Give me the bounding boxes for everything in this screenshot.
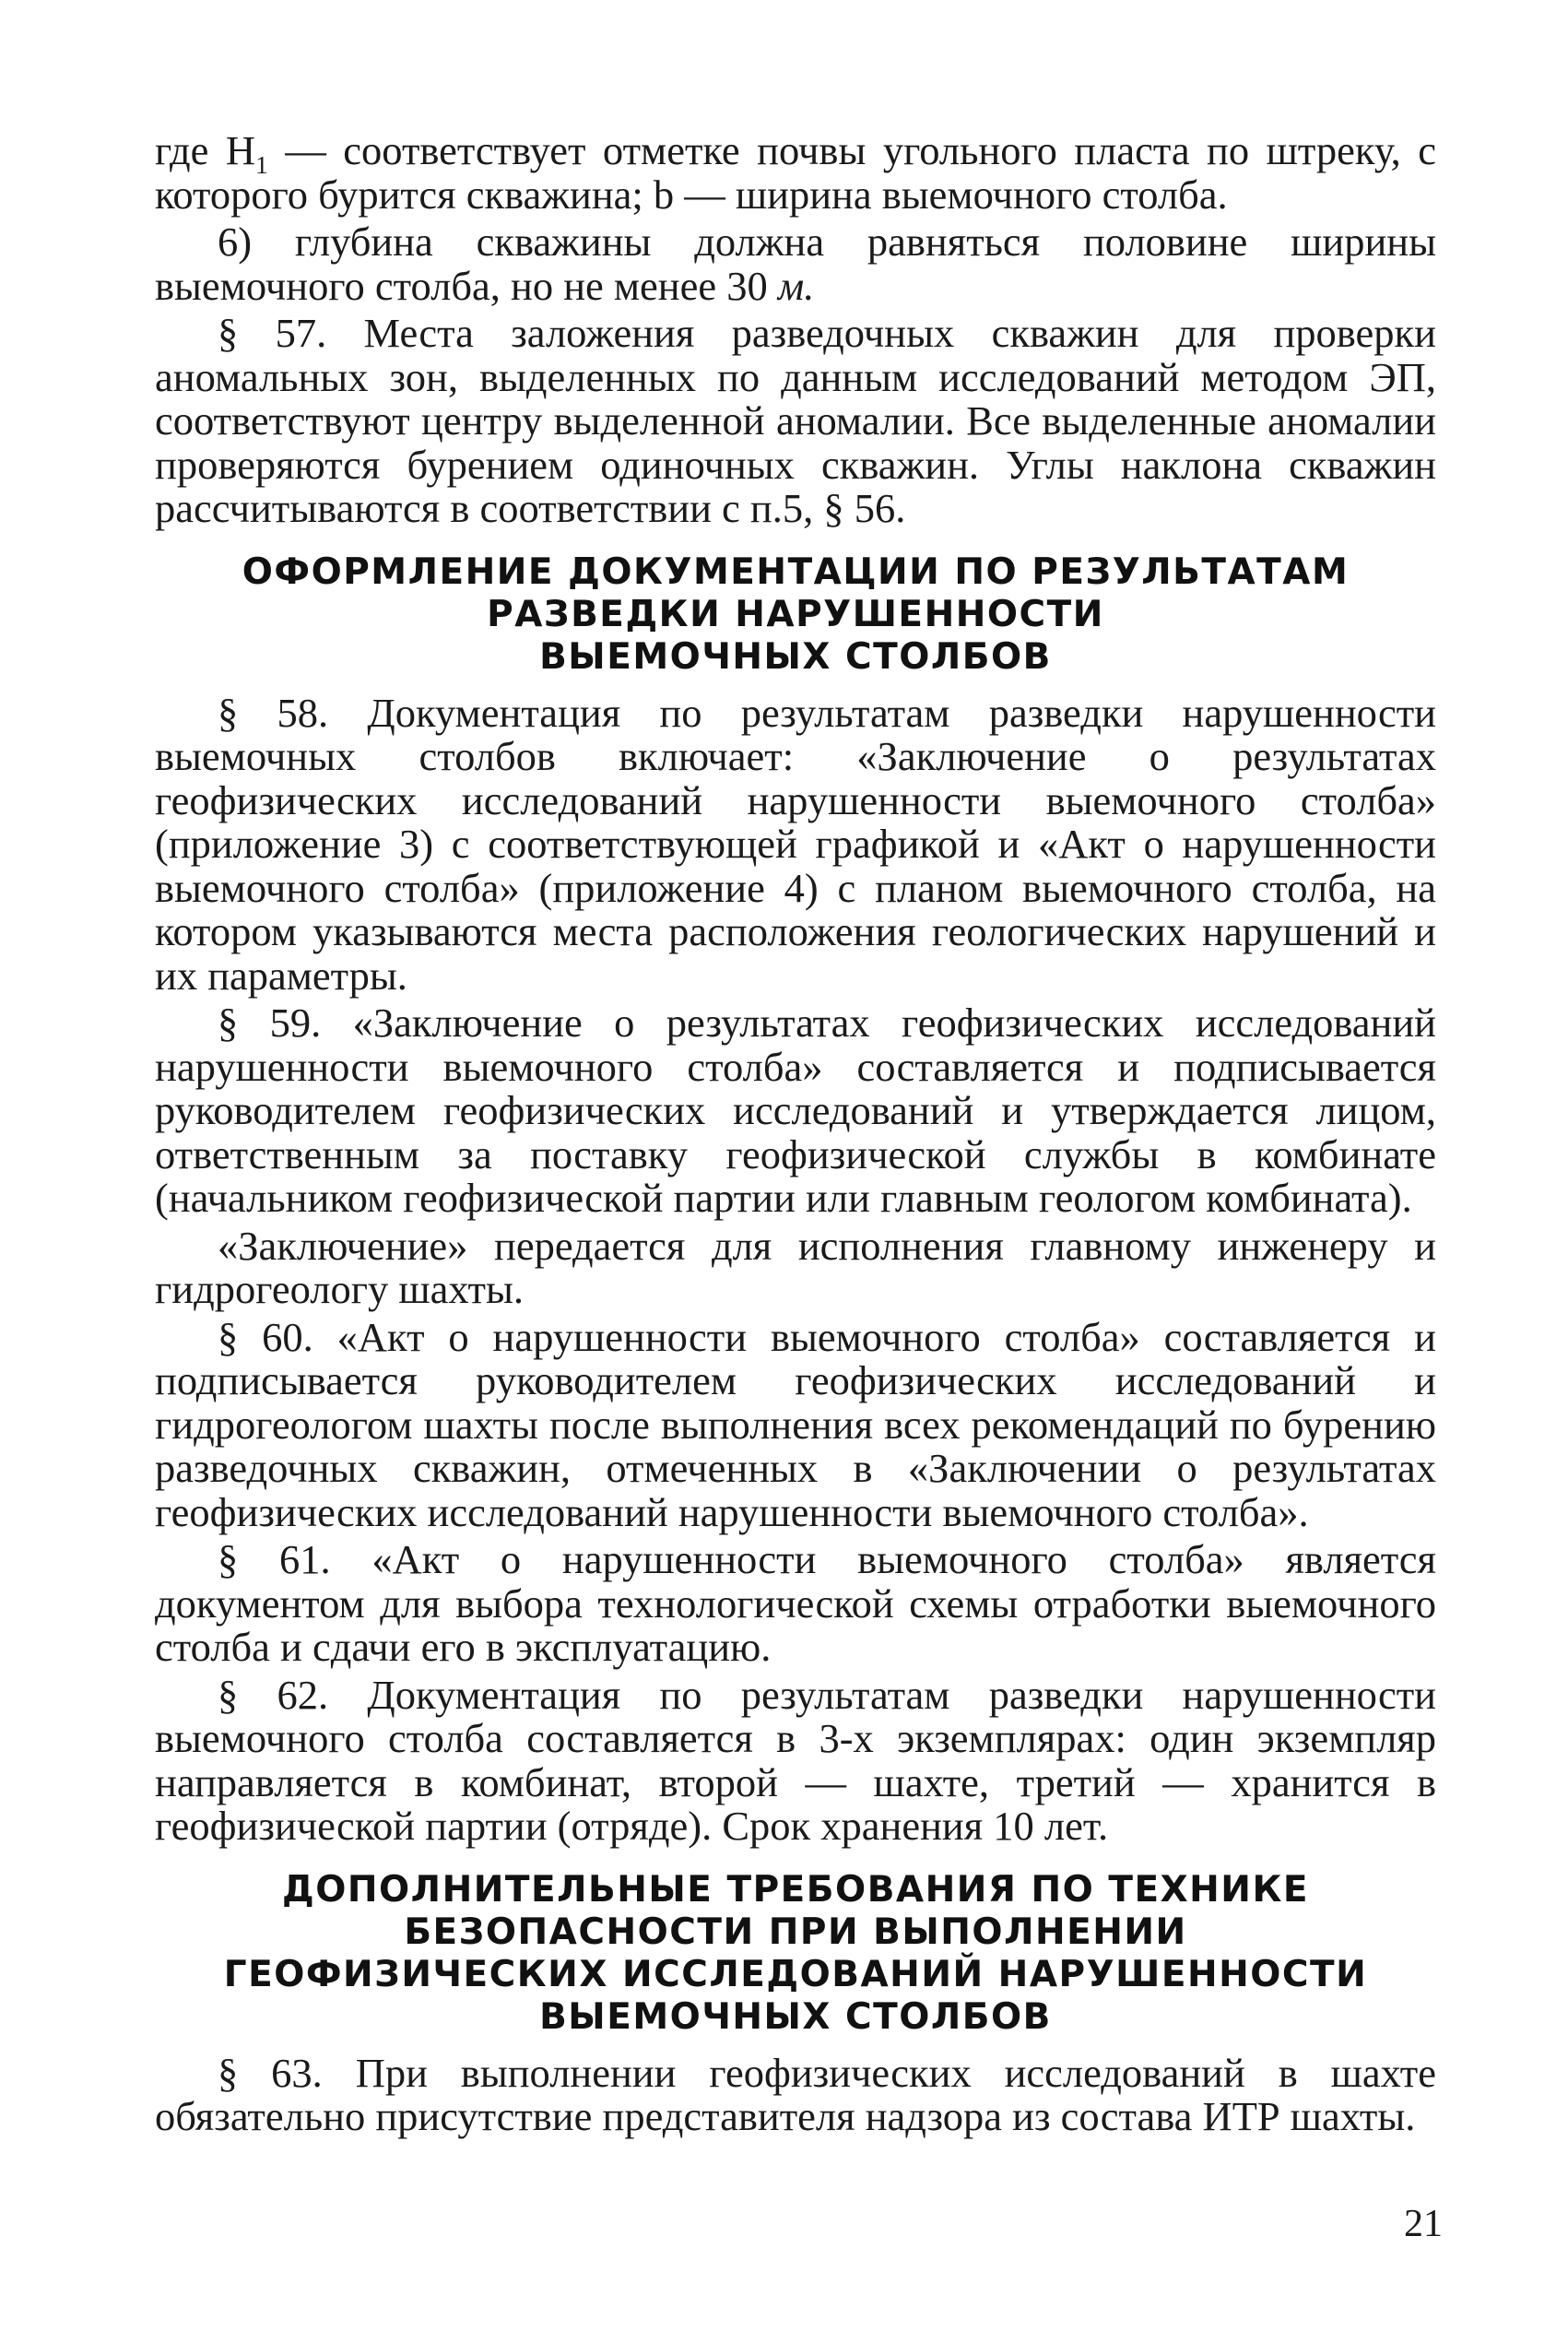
- paragraph-text: § 59. «Заключение о результатах геофизических исследований нарушенности выемочного столба» составляется и подписывается руководителем геофизических исследований и утверждается лицом, ответственным за поставку геофизической службы в комбинате (начальником геофизической партии или главным геологом комбината).: [155, 1000, 1436, 1221]
- section-heading-line: ВЫЕМОЧНЫХ СТОЛБОВ: [539, 1995, 1052, 2038]
- paragraph-text: § 57. Места заложения разведочных скважин для проверки аномальных зон, выделенных по данным исследований методом ЭП, соответствуют центру выделенной аномалии. Все выделенные аномалии проверяются бурением одиночных скважин. Углы наклона скважин рассчитываются в соответствии с п.5, § 56.: [155, 310, 1436, 531]
- paragraph: [155, 129, 1436, 217]
- section-heading-line: БЕЗОПАСНОСТИ ПРИ ВЫПОЛНЕНИИ: [404, 1911, 1187, 1953]
- paragraph-text: «Заключение» передается для исполнения главному инженеру и гидрогеологу шахты.: [155, 1222, 1436, 1312]
- italic-unit-text: м.: [777, 262, 815, 309]
- paragraph: [155, 1313, 1436, 1535]
- page-body: [155, 129, 1436, 2143]
- subscript-text: 1: [255, 149, 268, 179]
- paragraph-text: § 58. Документация по результатам разведки нарушенности выемочных столбов включает: «Заключение о результатах геофизических исследований нарушенности выемочного столба» (приложение 3) с соответствующей графикой и «Акт о нарушенности выемочного столба» (приложение 4) с планом выемочного столба, на котором указываются места расположения геологических нарушений и их параметры.: [155, 689, 1436, 999]
- paragraph-text: где H: [155, 127, 256, 173]
- paragraph: [155, 1538, 1436, 1670]
- section-heading-line: ОФОРМЛЕНИЕ ДОКУМЕНТАЦИИ ПО РЕЗУЛЬТАТАМ: [242, 550, 1350, 593]
- paragraph: [155, 1671, 1436, 1849]
- paragraph-text: 6) глубина скважины должна равняться половине ширины выемочного столба, но не менее 30: [155, 219, 1436, 309]
- paragraph: [155, 689, 1436, 999]
- page-number: 21: [1404, 2203, 1443, 2245]
- paragraph-text: § 62. Документация по результатам разведки нарушенности выемочного столба составляется в 3-х экземплярах: один экземпляр направляется в комбинат, второй — шахте, третий — хранится в геофизической партии (отряде). Срок хранения 10 лет.: [155, 1671, 1436, 1849]
- section-heading-line: РАЗВЕДКИ НАРУШЕННОСТИ: [487, 593, 1104, 635]
- paragraph-text: § 60. «Акт о нарушенности выемочного столба» составляется и подписывается руководителем геофизических исследований и гидрогеологом шахты после выполнения всех рекомендаций по бурению разведочных скважин, отмеченных в «Заключении о результатах геофизических исследований нарушенности выемочного столба».: [155, 1313, 1436, 1535]
- paragraph: [155, 1001, 1436, 1221]
- paragraph: [155, 2049, 1436, 2139]
- paragraph: [155, 220, 1436, 308]
- section-heading: [155, 1869, 1436, 2039]
- section-heading-line: ГЕОФИЗИЧЕСКИХ ИССЛЕДОВАНИЙ НАРУШЕННОСТИ: [223, 1953, 1368, 1995]
- section-heading-line: ВЫЕМОЧНЫХ СТОЛБОВ: [539, 635, 1052, 678]
- paragraph-text: § 61. «Акт о нарушенности выемочного столба» является документом для выбора технологической схемы отработки выемочного столба и сдачи его в эксплуатацию.: [155, 1536, 1436, 1670]
- paragraph: [155, 312, 1436, 531]
- paragraph: [155, 1222, 1436, 1312]
- section-heading-line: ДОПОЛНИТЕЛЬНЫЕ ТРЕБОВАНИЯ ПО ТЕХНИКЕ: [282, 1868, 1309, 1911]
- paragraph-text: — соответствует отметке почвы угольного пласта по штреку, с которого бурится скважина; b — ширина выемочного столба.: [155, 127, 1436, 218]
- paragraph-text: § 63. При выполнении геофизических исследований в шахте обязательно присутствие представителя надзора из состава ИТР шахты.: [155, 2049, 1436, 2139]
- section-heading: [155, 551, 1436, 679]
